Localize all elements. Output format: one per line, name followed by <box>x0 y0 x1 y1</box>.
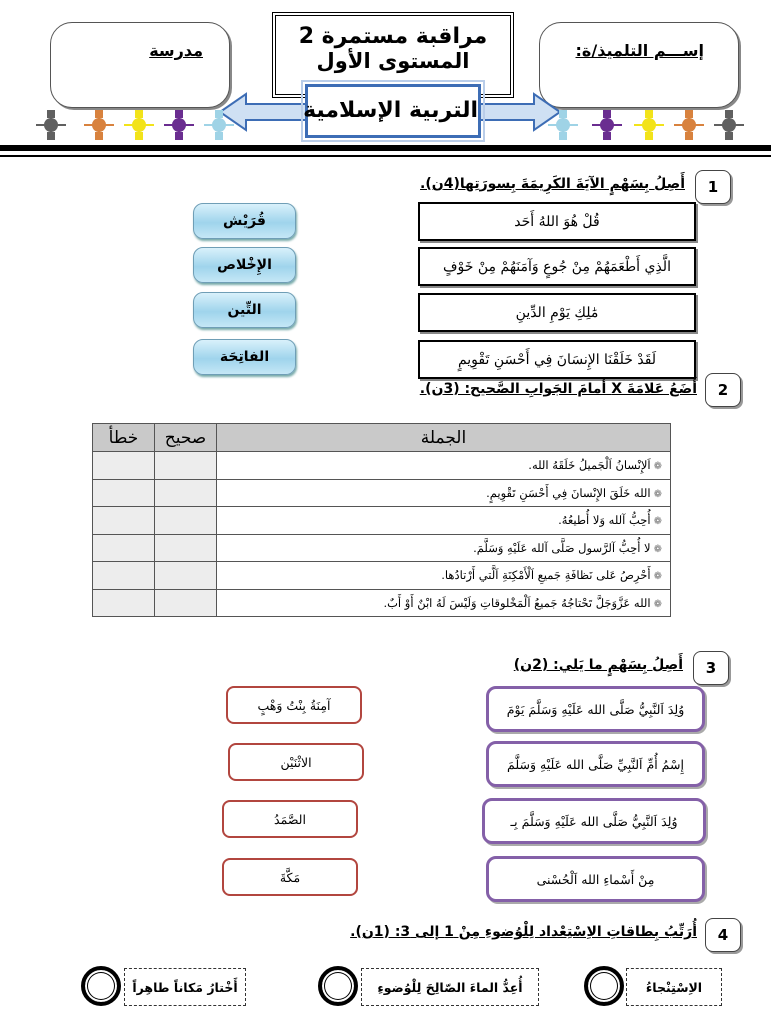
ornament-icon <box>714 110 744 140</box>
ornament-icon <box>674 110 704 140</box>
subject-box <box>305 84 481 138</box>
question-4-title: أُرَتِّبُ بِطاقاتِ الاِسْتِعْداد لِلْوُضوءِ مِنْ 1 إلى 3: (1ن). <box>350 924 697 940</box>
answer-box[interactable]: مَكَّةَ <box>222 858 358 896</box>
correct-cell[interactable] <box>155 534 217 562</box>
ornament-icon <box>164 110 194 140</box>
question-1-number: 1 <box>695 170 731 204</box>
exam-title: مراقبة مستمرة 2 <box>298 24 488 49</box>
answer-box[interactable]: الاثْنَيْن <box>228 743 364 781</box>
verse-box[interactable]: مَٰلِكِ يَوْمِ الدِّينِ <box>418 293 696 332</box>
school-name-label: مدرسة <box>149 41 203 60</box>
correct-cell[interactable] <box>155 507 217 535</box>
question-1-title: أَصِلُ بِسَهْمٍ الآيَةَ الكَرِيمَةَ بِسورَتِها(4ن). <box>420 176 685 192</box>
header-divider-thin <box>0 155 771 157</box>
verse-box[interactable]: لَقَدْ خَلَقْنَا الإِنسَانَ فِي أَحْسَنِ تَقْوِيمٍ <box>418 340 696 379</box>
table-row <box>93 562 671 590</box>
sentence-text: أُحِبُّ آلله وَلا أُطيعُهُ. <box>558 513 651 528</box>
ornament-icon <box>124 110 154 140</box>
order-card[interactable]: أَخْتارُ مَكاناً طاهِراً <box>124 968 246 1006</box>
true-false-table <box>92 423 671 617</box>
verse-box[interactable]: قُلْ هُوَ اللهُ أَحَد <box>418 202 696 241</box>
correct-cell[interactable] <box>155 562 217 590</box>
ornament-icon <box>204 110 234 140</box>
table-row <box>93 507 671 535</box>
order-number-circle[interactable] <box>584 966 624 1006</box>
school-name-box[interactable] <box>50 22 230 108</box>
wrong-cell[interactable] <box>93 534 155 562</box>
ornament-icon <box>592 110 622 140</box>
ornament-icon <box>36 110 66 140</box>
table-row <box>93 479 671 507</box>
surah-option[interactable]: الإِخْلاص <box>193 247 296 283</box>
subject-title: التربية الإسلامية <box>303 98 478 123</box>
column-header-sentence: الجملة <box>217 424 671 452</box>
ornament-icon <box>84 110 114 140</box>
wrong-cell[interactable] <box>93 507 155 535</box>
sentence-text: الله عَزَّوَجَلَّ تَحْتاجُهُ جَميعُ اَلْمَخْلوقاتِ وَلَيْسَ لَهُ ابْنٌ أَوْ أَبٌ. <box>383 595 651 610</box>
question-2-title: أَضَعُ عَلامَةَ X أمامَ الجَوابِ الصَّحيح: (3ن). <box>419 381 697 397</box>
wrong-cell[interactable] <box>93 562 155 590</box>
question-3-number: 3 <box>693 651 729 685</box>
ornament-icon <box>634 110 664 140</box>
header-divider <box>0 145 771 151</box>
order-card[interactable]: الاِسْتِنْجاءُ <box>626 968 722 1006</box>
bullet-icon: ❁ <box>653 598 662 610</box>
prompt-box[interactable]: وُلِدَ اَلنَّبِيُّ صَلَّى الله عَلَيْهِ وَسَلَّمَ يَوْمَ <box>486 686 705 732</box>
order-number-circle[interactable] <box>81 966 121 1006</box>
correct-cell[interactable] <box>155 479 217 507</box>
student-name-box[interactable] <box>539 22 739 108</box>
prompt-box[interactable]: مِنْ أَسْماءِ الله اَلْحُسْنى <box>486 856 705 902</box>
answer-box[interactable]: الصَّمَدُ <box>222 800 358 838</box>
wrong-cell[interactable] <box>93 479 155 507</box>
correct-cell[interactable] <box>155 589 217 617</box>
surah-option[interactable]: التِّين <box>193 292 296 328</box>
bullet-icon: ❁ <box>653 461 662 473</box>
verse-box[interactable]: الَّذِي أَطْعَمَهُمْ مِنْ جُوعٍ وَآمَنَهُمْ مِنْ خَوْفٍ <box>418 247 696 286</box>
answer-box[interactable]: آمِنَةُ بِنْتُ وَهْبٍ <box>226 686 362 724</box>
sentence-text: الله خَلَقَ الإِنْسانَ فِي أَحْسَنِ تَقْوِيمٍ. <box>486 485 651 500</box>
surah-option[interactable]: الفاتِحَة <box>193 339 296 375</box>
table-row <box>93 589 671 617</box>
correct-cell[interactable] <box>155 452 217 480</box>
column-header-wrong: خطأ <box>93 424 155 452</box>
ornament-icon <box>548 110 578 140</box>
prompt-box[interactable]: وُلِدَ اَلنَّبِيُّ صَلَّى الله عَلَيْهِ وَسَلَّمَ بِـ <box>482 798 706 844</box>
question-4-number: 4 <box>705 918 741 952</box>
sentence-text: لا أُحِبُّ آلرَّسول صَلَّى آلله عَلَيْهِ وَسَلَّمَ. <box>473 540 651 555</box>
order-card[interactable]: أُعِدُّ الماءَ الصّالِحَ لِلْوُضوءِ <box>361 968 539 1006</box>
bullet-icon: ❁ <box>653 571 662 583</box>
exam-level: المستوى الأول <box>316 49 470 73</box>
bullet-icon: ❁ <box>653 543 662 555</box>
sentence-text: اَلإِنْسانُ اَلْجَميلُ خَلَقَهُ الله. <box>528 458 651 473</box>
table-row <box>93 452 671 480</box>
wrong-cell[interactable] <box>93 452 155 480</box>
sentence-text: أَحْرِصُ عَلى نَظافَةِ جَميعِ اَلْأَمْكِنَةِ اَلَّتي أَرْتادُها. <box>441 568 651 583</box>
question-2-number: 2 <box>705 373 741 407</box>
column-header-correct: صحيح <box>155 424 217 452</box>
prompt-box[interactable]: إِسْمُ أُمِّ اَلنَّبِيِّ صَلَّى الله عَلَيْهِ وَسَلَّمَ <box>486 741 705 787</box>
student-name-label: إســـم التلميذ/ة: <box>575 41 704 60</box>
wrong-cell[interactable] <box>93 589 155 617</box>
surah-option[interactable]: قُرَيْش <box>193 203 296 239</box>
question-3-title: أَصِلُ بِسَهْمٍ ما يَلي: (2ن) <box>513 657 683 673</box>
bullet-icon: ❁ <box>653 516 662 528</box>
order-number-circle[interactable] <box>318 966 358 1006</box>
table-row <box>93 534 671 562</box>
bullet-icon: ❁ <box>653 488 662 500</box>
